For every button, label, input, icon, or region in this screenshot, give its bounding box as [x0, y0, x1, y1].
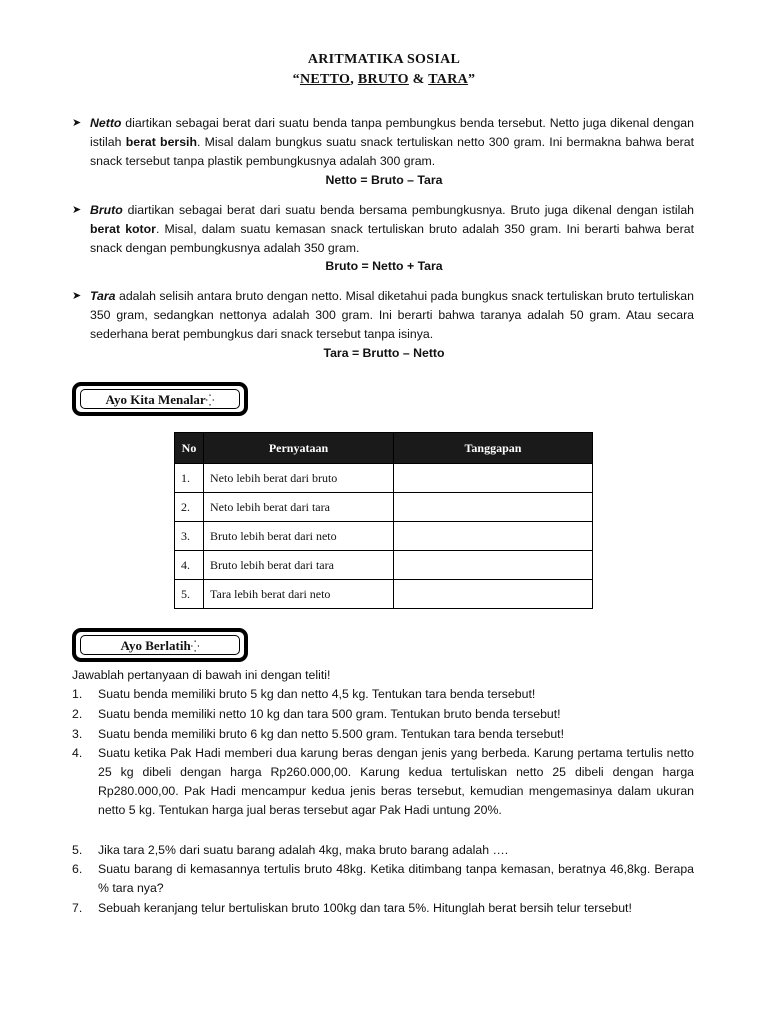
- table-row: 4. Bruto lebih berat dari tara: [175, 551, 593, 580]
- subtitle-tara: TARA: [428, 72, 469, 87]
- arrow-bullet-icon: ➤: [72, 290, 82, 302]
- question-item: 2. Suatu benda memiliki netto 10 kg dan tara 500 gram. Tentukan bruto benda tersebut!: [72, 707, 561, 721]
- definition-bruto: ➤ Bruto diartikan sebagai berat dari suatu benda bersama pembungkusnya. Bruto juga dikenal dengan istilah berat kotor. Misal, dalam suatu kemasan snack tertuliskan bruto adalah 350 gram. Ini berarti bahwa berat snack dengan pembungkusnya adalah 350 gram.: [72, 203, 694, 255]
- table-row: 5. Tara lebih berat dari neto: [175, 580, 593, 609]
- arrow-bullet-icon: ➤: [72, 117, 82, 129]
- definition-tara: ➤ Tara adalah selisih antara bruto dengan netto. Misal diketahui pada bungkus snack tertuliskan bruto tertuliskan 350 gram, sedangkan nettonya adalah 300 gram. Ini berarti bahwa taranya adalah 50 gram. Atau secara sederhana berat pembungkus dari snack tersebut tanpa isinya.: [72, 289, 694, 341]
- question-item: 5. Jika tara 2,5% dari suatu barang adalah 4kg, maka bruto barang adalah ….: [72, 843, 509, 857]
- table-header-statement: Pernyataan: [204, 433, 394, 464]
- question-item: 6. Suatu barang di kemasannya tertulis bruto 48kg. Ketika ditimbang tanpa kemasan, beratnya 46,8kg. Berapa % tara nya?: [72, 862, 694, 895]
- statement-table: [174, 432, 593, 609]
- table-header-no: No: [175, 433, 204, 464]
- section-badge-berlatih: Ayo Berlatih⁛: [72, 628, 248, 662]
- response-cell[interactable]: [394, 493, 593, 522]
- page-subtitle: “NETTO, BRUTO & TARA”: [292, 72, 476, 87]
- response-cell[interactable]: [394, 580, 593, 609]
- table-row: 1. Neto lebih berat dari bruto: [175, 464, 593, 493]
- subtitle-netto: NETTO: [299, 72, 351, 87]
- table-header-response: Tanggapan: [394, 433, 593, 464]
- table-row: 2. Neto lebih berat dari tara: [175, 493, 593, 522]
- page-title: ARITMATIKA SOSIAL: [307, 52, 461, 67]
- question-item: 1. Suatu benda memiliki bruto 5 kg dan netto 4,5 kg. Tentukan tara benda tersebut!: [72, 687, 536, 701]
- section-badge-menalar: Ayo Kita Menalar⁛: [72, 382, 248, 416]
- exercise-intro: Jawablah pertanyaan di bawah ini dengan teliti!: [72, 668, 331, 682]
- response-cell[interactable]: [394, 522, 593, 551]
- subtitle-bruto: BRUTO: [357, 72, 409, 87]
- formula-netto: Netto = Bruto – Tara: [325, 173, 443, 187]
- formula-bruto: Bruto = Netto + Tara: [325, 259, 443, 273]
- response-cell[interactable]: [394, 464, 593, 493]
- table-row: 3. Bruto lebih berat dari neto: [175, 522, 593, 551]
- response-cell[interactable]: [394, 551, 593, 580]
- sparkle-icon: ⁛: [205, 395, 215, 407]
- question-item: 4. Suatu ketika Pak Hadi memberi dua karung beras dengan jenis yang berbeda. Karung pertama tertulis netto 25 kg dibeli dengan harga Rp260.000,00. Karung kedua tertuliskan netto 25 dibeli dengan harga Rp280.000,00. Pak Hadi mencampur kedua jenis beras tersebut, kemudian mengemasinya dalam ukuran netto 5 kg. Tentukan harga jual beras tersebut agar Pak Hadi untung 20%.: [72, 746, 694, 817]
- question-item: 3. Suatu benda memiliki bruto 6 kg dan netto 5.500 gram. Tentukan tara benda tersebut!: [72, 727, 564, 741]
- formula-tara: Tara = Brutto – Netto: [323, 346, 445, 360]
- sparkle-icon: ⁛: [190, 641, 200, 653]
- definition-netto: ➤ Netto diartikan sebagai berat dari suatu benda tanpa pembungkus benda tersebut. Netto juga dikenal dengan istilah berat bersih. Misal dalam bungkus suatu snack tertuliskan netto 300 gram. Ini bermakna bahwa berat snack tersebut tanpa plastik pembungkusnya adalah 300 gram.: [72, 116, 695, 168]
- question-item: 7. Sebuah keranjang telur bertuliskan bruto 100kg dan tara 5%. Hitunglah berat bersih telur tersebut!: [72, 901, 632, 915]
- arrow-bullet-icon: ➤: [72, 204, 82, 216]
